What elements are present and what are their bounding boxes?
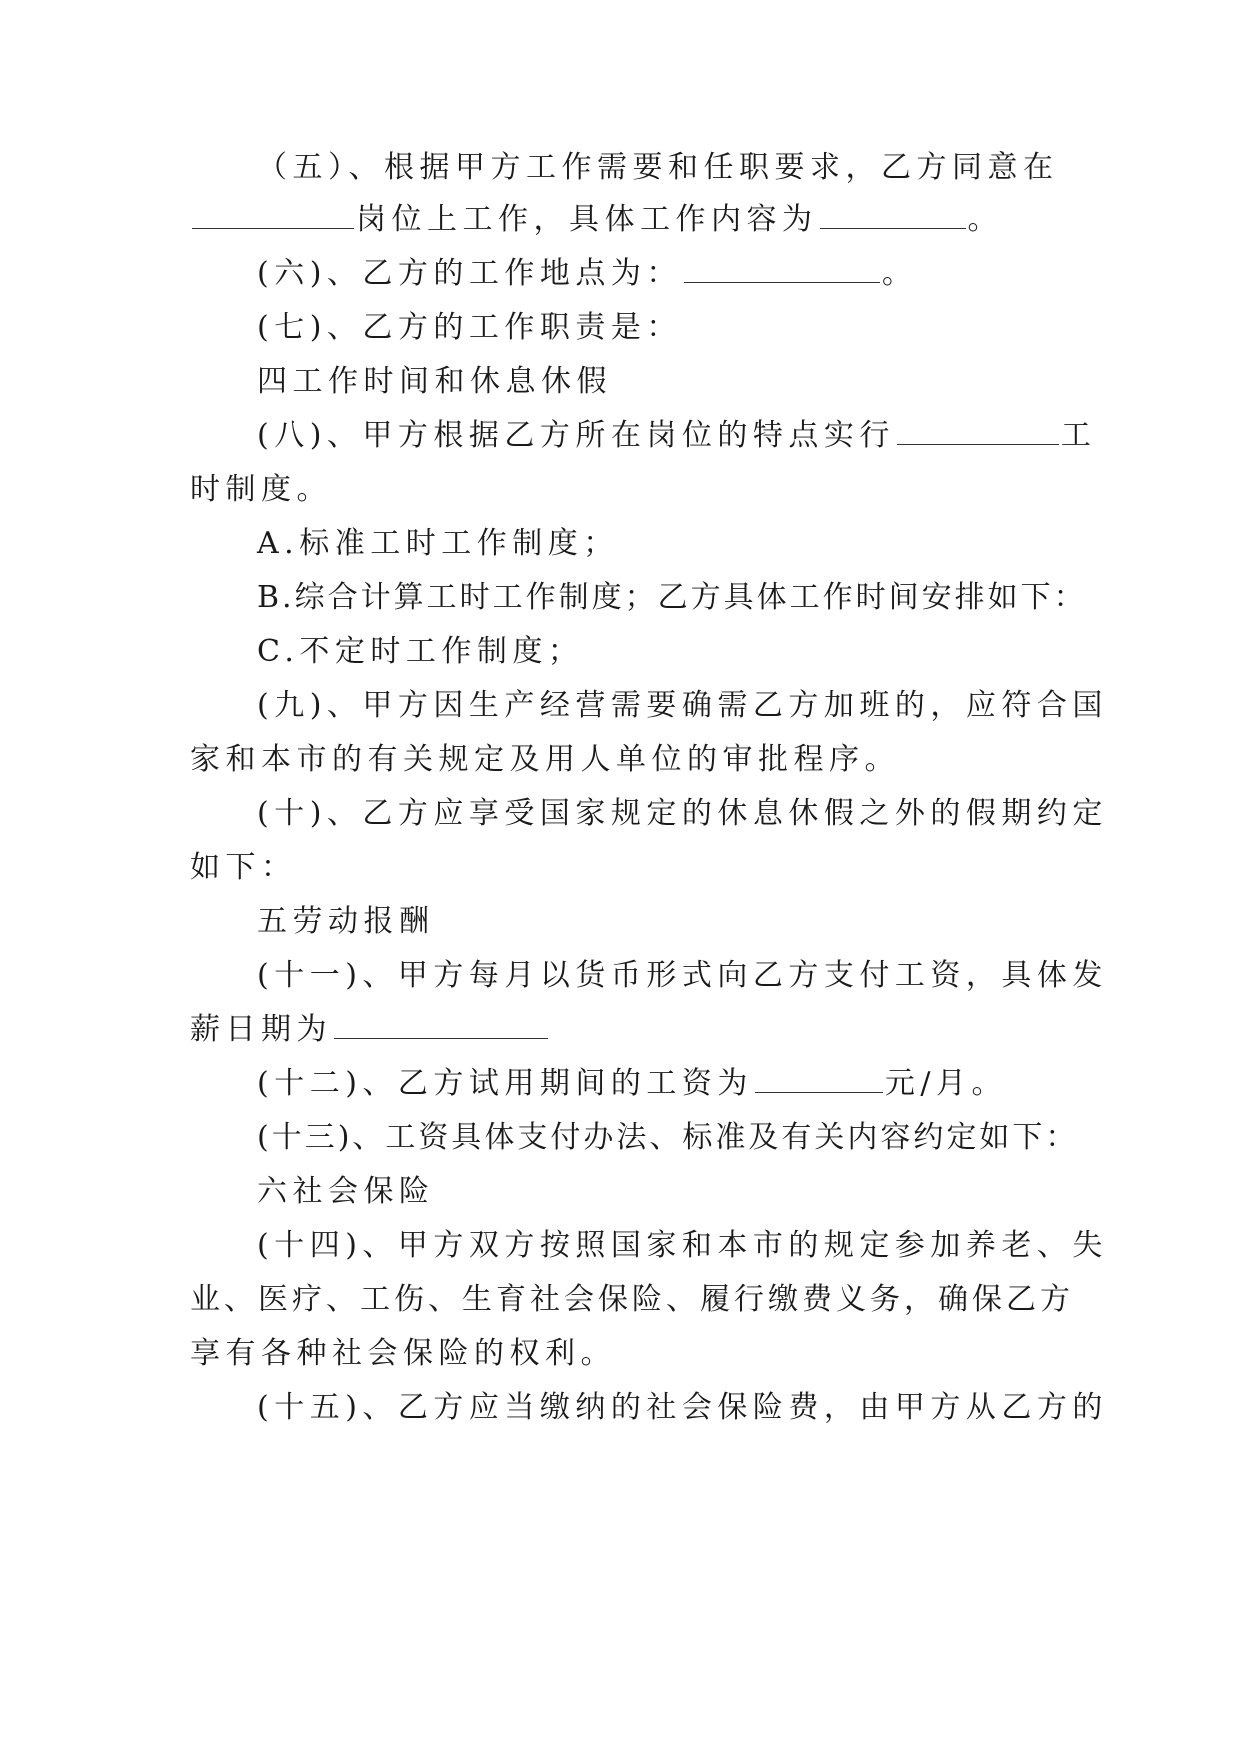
line-text: 时制度。 [190,472,332,507]
fill-in-blank [334,1012,548,1039]
paragraph-line [257,1226,1108,1266]
section-heading [257,362,612,402]
fill-in-blank [755,1066,883,1093]
line-text: C.不定时工作制度； [257,634,584,669]
fill-in-blank [192,202,354,229]
paragraph-line [257,686,1108,726]
line-text: B.综合计算工时工作制度；乙方具体工作时间安排如下： [257,580,1087,615]
line-text: 工 [1060,418,1097,453]
line-text: (十一)、甲方每月以货币形式向乙方支付工资，具体发 [257,958,1108,993]
line-text: （五）、根据甲方工作需要和任职要求，乙方同意在 [257,150,1059,185]
line-text: (十五)、乙方应当缴纳的社会保险费，由甲方从乙方的 [257,1390,1108,1425]
paragraph-line [190,1334,616,1374]
section-heading [257,1172,435,1212]
paragraph-line [257,416,1096,456]
line-text: (十)、乙方应享受国家规定的休息休假之外的假期约定 [257,796,1108,831]
paragraph-line [257,308,682,348]
paragraph-line [257,1388,1108,1428]
line-text: (七)、乙方的工作职责是： [257,310,682,345]
line-text: 六社会保险 [257,1174,435,1209]
line-text: 五劳动报酬 [257,904,435,939]
paragraph-line [257,1064,1007,1104]
paragraph-line [190,1010,550,1050]
line-text: 元/月。 [884,1066,1008,1101]
fill-in-blank [897,418,1059,445]
line-text: (六)、乙方的工作地点为： [257,256,682,291]
paragraph-line [190,1280,1074,1320]
line-text: 岗位上工作，具体工作内容为 [356,202,818,237]
line-text: 享有各种社会保险的权利。 [190,1336,616,1371]
line-text: (九)、甲方因生产经营需要确需乙方加班的，应符合国 [257,688,1108,723]
paragraph-line [190,470,332,510]
paragraph-line [257,148,1059,188]
line-text: 四工作时间和休息休假 [257,364,612,399]
paragraph-line [257,1118,1078,1158]
section-heading [257,902,435,942]
line-text: 业、医疗、工伤、生育社会保险、履行缴费义务，确保乙方 [190,1282,1074,1317]
line-text: 如下： [190,850,297,885]
line-text: (八)、甲方根据乙方所在岗位的特点实行 [257,418,895,453]
paragraph-line [257,632,583,672]
paragraph-line [257,794,1108,834]
line-text: (十四)、甲方双方按照国家和本市的规定参加养老、失 [257,1228,1108,1263]
paragraph-line [257,578,1087,618]
line-text: 薪日期为 [190,1012,332,1047]
fill-in-blank [684,256,880,283]
line-text: A.标准工时工作制度； [257,526,619,561]
line-text: (十三)、工资具体支付办法、标准及有关内容约定如下： [257,1120,1079,1155]
paragraph-line [257,524,619,564]
paragraph-line [257,254,917,294]
line-text: 。 [881,256,918,291]
line-text: 家和本市的有关规定及用人单位的审批程序。 [190,742,900,777]
paragraph-line [190,740,900,780]
paragraph-line [190,200,1003,240]
paragraph-line [190,848,297,888]
line-text: (十二)、乙方试用期间的工资为 [257,1066,753,1101]
paragraph-line [257,956,1108,996]
line-text: 。 [967,202,1003,237]
fill-in-blank [820,202,966,229]
